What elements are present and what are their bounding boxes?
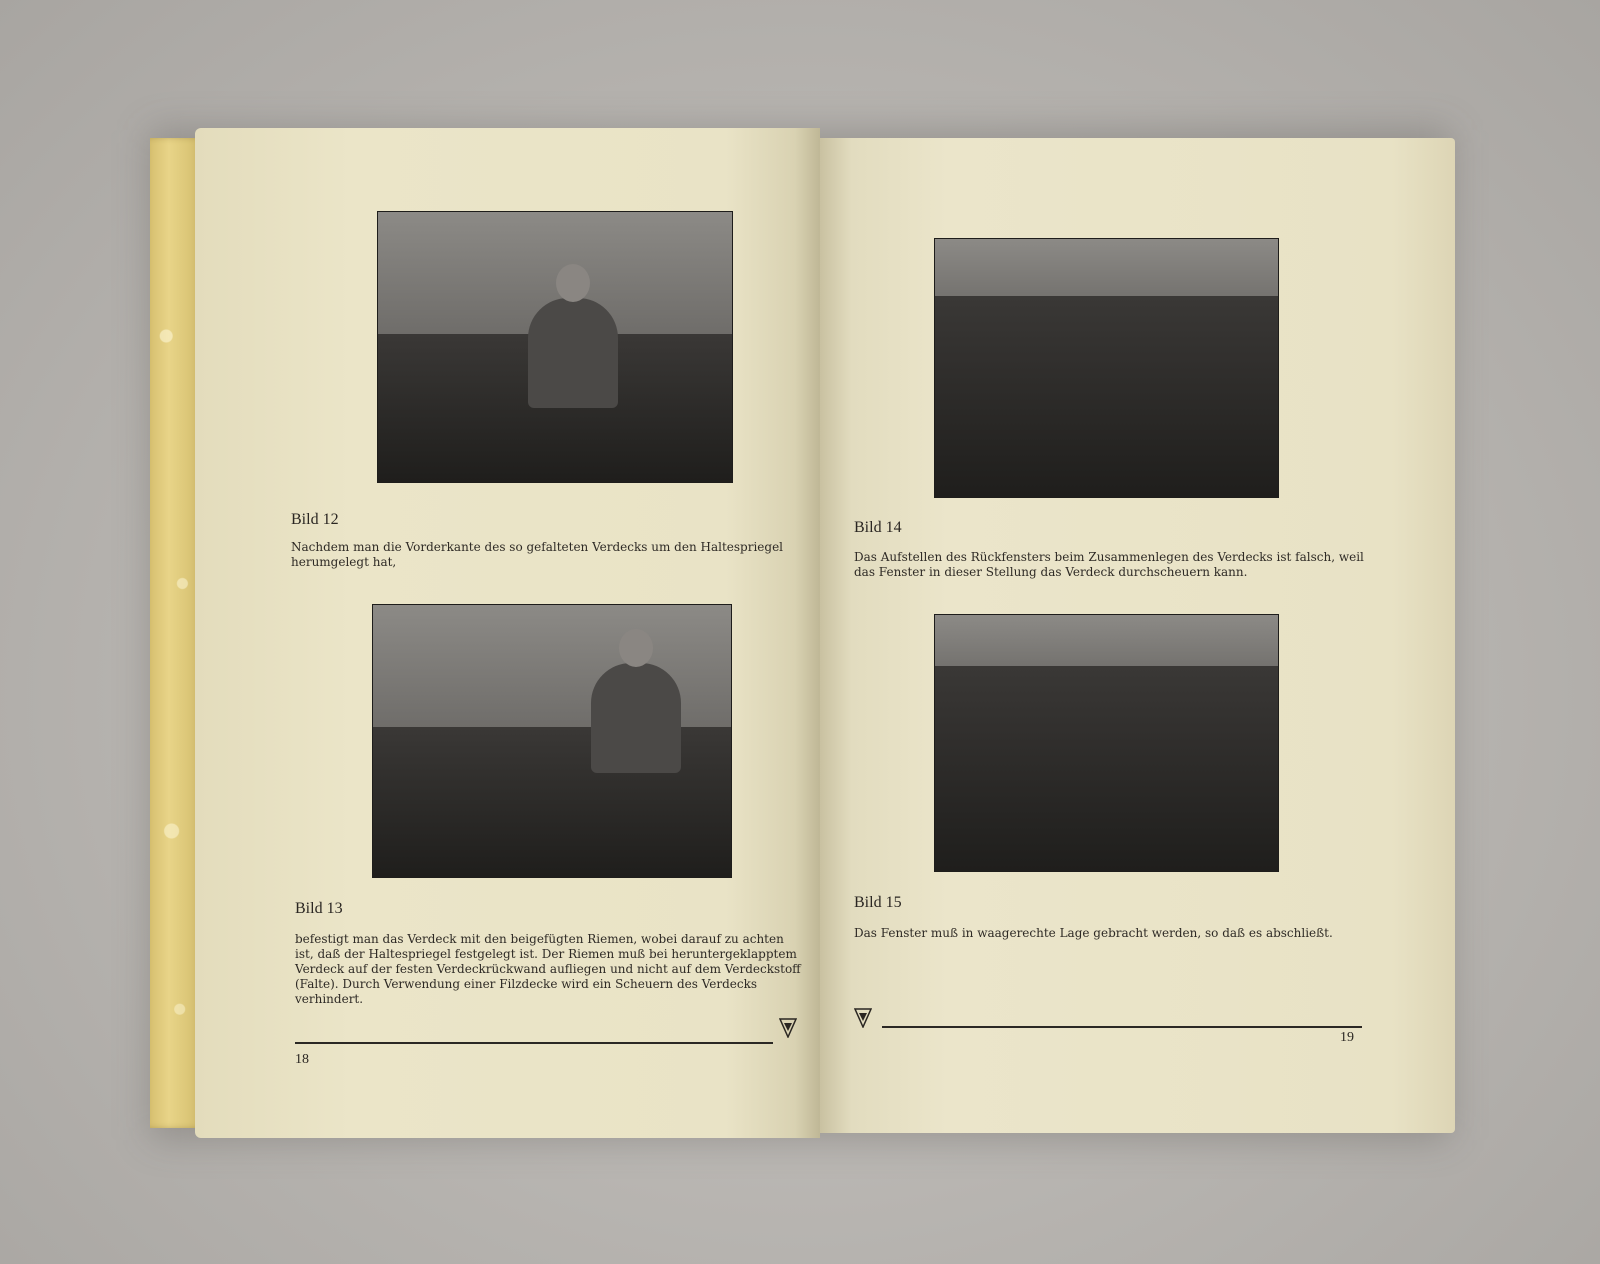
caption-title-bild-13: Bild 13 [295, 900, 343, 917]
caption-text-bild-14: Das Aufstellen des Rückfensters beim Zusammenlegen des Verdecks ist falsch, weil das Fenster in dieser Stellung das Verdeck durchscheuern kann. [854, 550, 1364, 579]
publisher-logo-icon [779, 1018, 797, 1038]
left-page [195, 128, 820, 1138]
caption-title-bild-14: Bild 14 [854, 519, 902, 536]
photo-bild-12 [378, 212, 732, 482]
caption-text-bild-13: befestigt man das Verdeck mit den beigefügten Riemen, wobei darauf zu achten ist, daß der Haltespriegel festgelegt ist. Der Riemen muß bei heruntergeklapptem Verdeck auf der festen Verdeckrückwand aufliegen und nicht auf dem Verdeckstoff (Falte). Durch Verwendung einer Filzdecke wird ein Scheuern des Verdecks verhindert. [295, 932, 801, 1006]
caption-title-bild-15: Bild 15 [854, 894, 902, 911]
caption-text-bild-12: Nachdem man die Vorderkante des so gefalteten Verdecks um den Haltespriegel herumgelegt hat, [291, 540, 784, 569]
photo-bild-15 [935, 615, 1278, 871]
photo-bild-14 [935, 239, 1278, 497]
footer-rule-left [295, 1042, 773, 1044]
photo-bild-13 [373, 605, 731, 877]
caption-text-bild-15: Das Fenster muß in waagerechte Lage gebracht werden, so daß es abschließt. [854, 926, 1333, 940]
right-page [820, 138, 1455, 1133]
caption-title-bild-12: Bild 12 [291, 511, 339, 528]
footer-rule-right [882, 1026, 1362, 1028]
page-number-right: 19 [1340, 1030, 1354, 1045]
page-number-left: 18 [295, 1052, 309, 1067]
publisher-logo-icon [854, 1008, 872, 1028]
